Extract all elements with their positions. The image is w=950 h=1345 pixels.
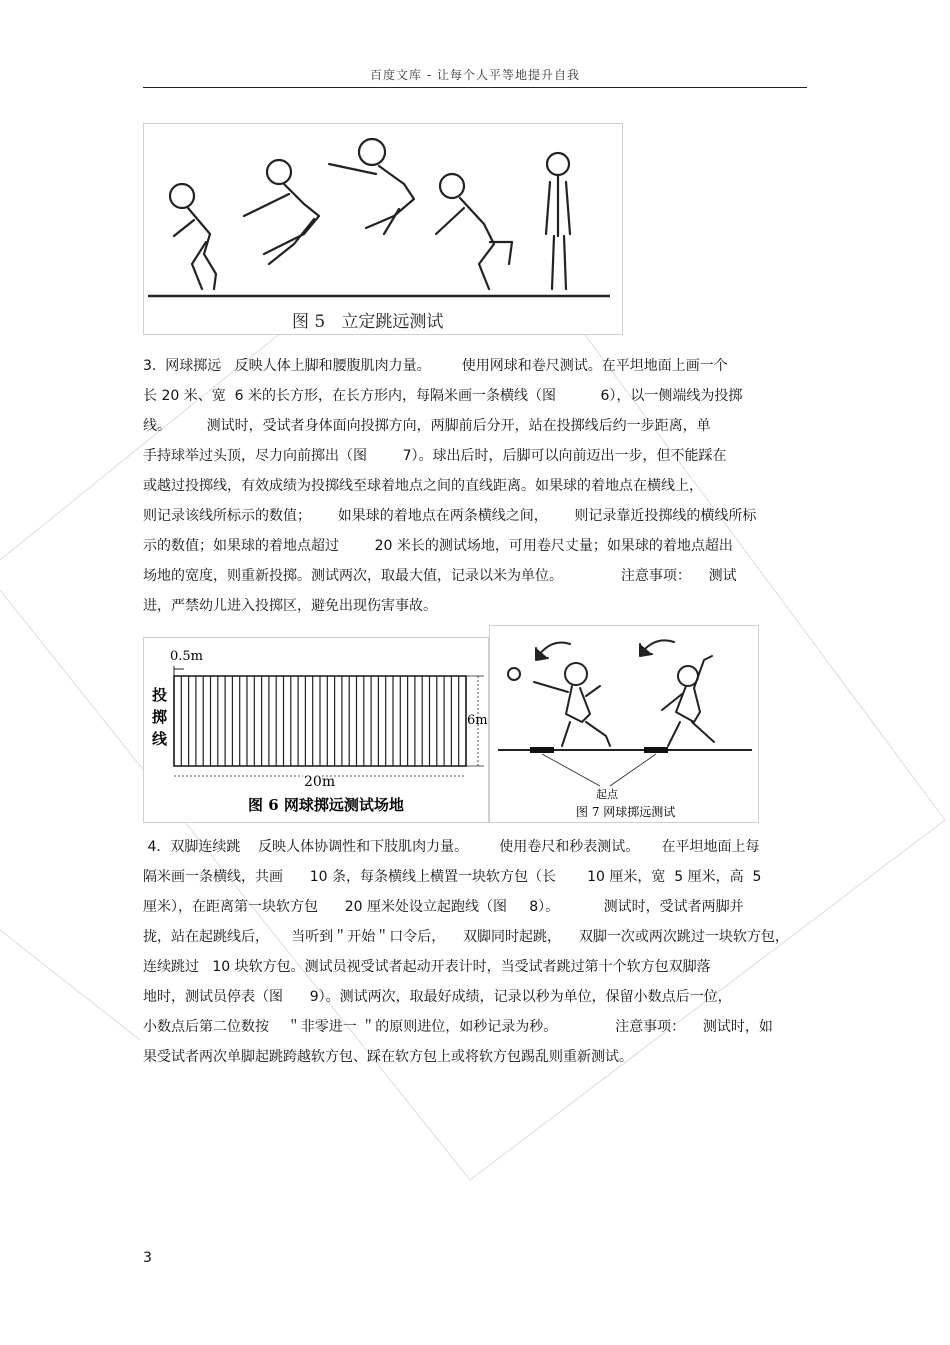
paragraph-line: 长 20 米、宽 6 米的长方形，在长方形内，每隔米画一条横线（图 6），以一侧端线为投掷	[143, 388, 743, 404]
paragraph-line: 厘米），在距离第一块软方包 20 厘米处设立起跑线（图 8）。 测试时，受试者两脚并	[143, 899, 744, 915]
throw-field-diagram	[144, 638, 488, 822]
paragraph-line: 拢，站在起跳线后， 当听到＂开始＂口令后， 双脚同时起跳， 双脚一次或两次跳过一块软方包，	[143, 929, 789, 945]
paragraph-line: 线。 测试时，受试者身体面向投掷方向，两脚前后分开，站在投掷线后约一步距离，单	[143, 418, 711, 434]
label-throw-line-2: 掷	[152, 708, 168, 726]
paragraph-line: 则记录该线所标示的数值； 如果球的着地点在两条横线之间， 则记录靠近投掷线的横线所标	[143, 508, 757, 524]
figure-7-throw-test	[489, 625, 759, 823]
label-length: 20m	[304, 774, 336, 790]
paragraph-line: 进，严禁幼儿进入投掷区，避免出现伤害事故。	[143, 598, 437, 614]
label-width: 6m	[467, 713, 488, 728]
figure-6-throw-field	[143, 637, 489, 823]
label-throw-line-3: 线	[152, 730, 168, 748]
label-throw-line-1: 投	[152, 686, 168, 704]
figure-7-caption: 图 7 网球掷远测试	[576, 805, 676, 819]
header-divider	[143, 87, 807, 88]
paragraph-line: 或越过投掷线，有效成绩为投掷线至球着地点之间的直线距离。如果球的着地点在横线上，	[143, 478, 703, 494]
jump-illustration	[144, 124, 622, 334]
figure-5-standing-long-jump	[143, 123, 623, 335]
page-number: 3	[143, 1250, 152, 1266]
paragraph-line: 示的数值；如果球的着地点超过 20 米长的测试场地，可用卷尺丈量；如果球的着地点超出	[143, 538, 733, 554]
page-header: 百度文库 - 让每个人平等地提升自我	[370, 68, 580, 82]
throw-illustration	[490, 626, 758, 822]
figure-5-caption: 图 5 立定跳远测试	[292, 312, 444, 332]
label-half-meter: 0.5m	[170, 649, 204, 664]
paragraph-line: 手持球举过头顶，尽力向前掷出（图 7）。球出后时，后脚可以向前迈出一步，但不能踩在	[143, 448, 727, 464]
paragraph-tennis-ball-throw	[143, 351, 808, 621]
paragraph-two-foot-jump	[143, 832, 808, 1072]
paragraph-line: 隔米画一条横线，共画 10 条，每条横线上横置一块软方包（长 10 厘米，宽 5 厘米，高 5	[143, 869, 762, 885]
figure-6-caption: 图 6 网球掷远测试场地	[248, 796, 404, 814]
paragraph-line: 连续跳过 10 块软方包。测试员视受试者起动开表计时，当受试者跳过第十个软方包双脚落	[143, 959, 711, 975]
paragraph-line: 果受试者两次单脚起跳跨越软方包、踩在软方包上或将软方包踢乱则重新测试。	[143, 1049, 633, 1065]
label-start-point: 起点	[596, 788, 618, 801]
paragraph-line: 场地的宽度，则重新投掷。测试两次，取最大值，记录以米为单位。 注意事项： 测试	[143, 568, 737, 584]
paragraph-line: 3. 网球掷远 反映人体上脚和腰腹肌肉力量。 使用网球和卷尺测试。在平坦地面上画一个	[143, 358, 728, 374]
paragraph-line: 地时，测试员停表（图 9）。测试两次，取最好成绩，记录以秒为单位，保留小数点后一位，	[143, 989, 732, 1005]
paragraph-line: 小数点后第二位数按 ＂非零进一 ＂的原则进位，如秒记录为秒。 注意事项： 测试时，如	[143, 1019, 773, 1035]
paragraph-line: 4．双脚连续跳 反映人体协调性和下肢肌肉力量。 使用卷尺和秒表测试。 在平坦地面上每	[143, 839, 760, 855]
